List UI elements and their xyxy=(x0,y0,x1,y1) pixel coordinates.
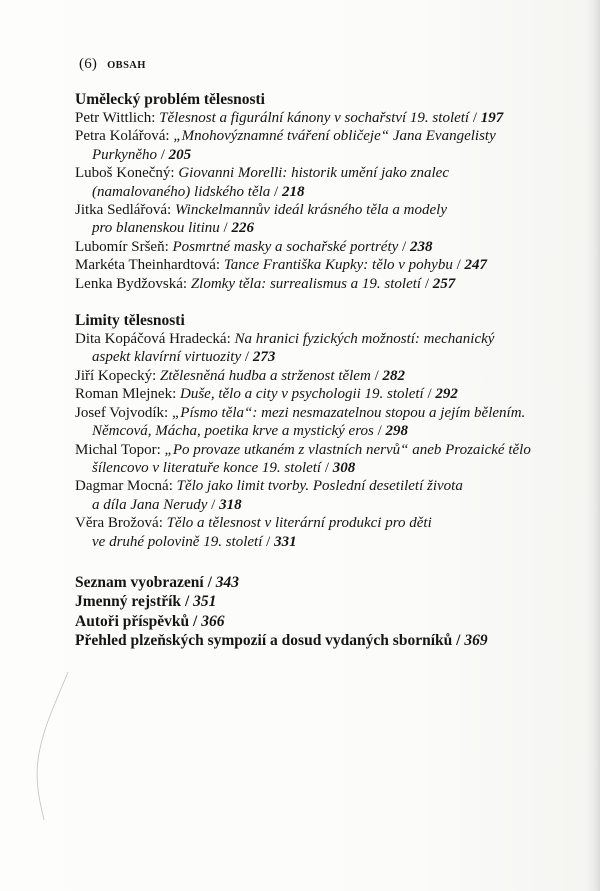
separator: / xyxy=(374,367,379,384)
entry-page: 369 xyxy=(464,632,488,650)
entry-page: 273 xyxy=(252,349,276,366)
entry-page: 205 xyxy=(168,146,192,163)
entry-page: 257 xyxy=(432,275,456,292)
separator: / xyxy=(424,275,430,292)
entry-author: Jitka Sedlářová: xyxy=(75,202,172,219)
entry-page: 331 xyxy=(274,533,297,550)
toc-entry xyxy=(75,441,545,478)
separator: / xyxy=(427,386,432,403)
separator: / xyxy=(274,183,279,200)
entry-page: 226 xyxy=(231,220,254,237)
entry-author: Dita Kopáčová Hradecká: xyxy=(75,331,231,348)
pencil-mark xyxy=(20,668,80,828)
entry-author: Petra Kolářová: xyxy=(75,128,170,145)
separator: / xyxy=(402,238,407,255)
page-edge-shadow xyxy=(586,0,600,891)
back-matter-entry xyxy=(75,612,545,632)
entry-author: Dagmar Mocná: xyxy=(75,478,173,495)
entry-page: 292 xyxy=(435,386,458,403)
toc-entry xyxy=(75,385,545,403)
section-heading: Umělecký problém tělesnosti xyxy=(75,91,265,108)
entry-title: Ztělesněná hudba a strženost tělem xyxy=(159,367,371,384)
entry-author: Lubomír Sršeň: xyxy=(75,238,169,255)
separator: / xyxy=(244,349,250,366)
entry-page: 308 xyxy=(332,459,356,476)
entry-page: 197 xyxy=(480,110,504,126)
entry-author: Lenka Bydžovská: xyxy=(75,275,188,292)
spacer xyxy=(75,293,545,311)
entry-page: 282 xyxy=(382,367,405,384)
entry-title: Zlomky těla: surrealismus a 19. století xyxy=(190,275,422,292)
separator: / xyxy=(472,110,478,126)
section-heading: Limity tělesnosti xyxy=(75,312,185,330)
back-matter-label: Jmenný rejstřík xyxy=(75,593,182,611)
separator: / xyxy=(266,533,271,550)
entry-page: 366 xyxy=(201,612,225,630)
entry-author: Markéta Theinhardtová: xyxy=(75,257,221,274)
toc-entry xyxy=(75,109,545,127)
toc-entry xyxy=(75,275,545,293)
toc-entry xyxy=(75,514,545,551)
entry-title: Tělesnost a figurální kánony v sochařství 19. století xyxy=(159,110,470,126)
entry-title: Winckelmannův ideál krásného těla a modely xyxy=(174,202,447,219)
toc-entry xyxy=(75,477,545,514)
section-running-title: OBSAH xyxy=(107,60,146,71)
separator: / xyxy=(184,593,190,611)
entry-title: Tělo a tělesnost v literární produkci pro děti xyxy=(166,515,432,532)
separator: / xyxy=(456,632,461,650)
toc-entry xyxy=(75,256,545,274)
entry-title-continued: a díla Jana Nerudy xyxy=(92,496,208,513)
back-matter-entry xyxy=(75,573,545,593)
separator: / xyxy=(223,220,228,237)
entry-author: Luboš Konečný: xyxy=(75,165,175,182)
entry-title: Giovanni Morelli: historik umění jako znalec xyxy=(178,165,449,182)
entry-author: Michal Topor: xyxy=(75,441,161,458)
running-head xyxy=(79,56,146,73)
entry-title: Tělo jako limit tvorby. Poslední desetiletí života xyxy=(176,478,463,495)
back-matter-label: Seznam vyobrazení xyxy=(75,573,204,591)
back-matter-entry xyxy=(75,592,545,612)
toc-entry xyxy=(75,238,545,256)
entry-author: Josef Vojvodík: xyxy=(75,404,169,421)
entry-title: Na hranici fyzických možností: mechanický xyxy=(234,331,495,348)
toc-entry xyxy=(75,367,545,385)
separator: / xyxy=(193,612,198,630)
separator: / xyxy=(211,496,216,513)
separator: / xyxy=(377,423,382,440)
back-matter-entry xyxy=(75,631,545,651)
entry-title-continued: aspekt klavírní virtuozity xyxy=(92,349,242,366)
entry-title-continued: ve druhé polovině 19. století xyxy=(92,533,263,550)
entry-title-continued: pro blanenskou litinu xyxy=(92,220,220,237)
toc-entry xyxy=(75,164,545,201)
separator: / xyxy=(324,459,330,476)
toc-entry xyxy=(75,127,545,164)
entry-title-continued: šílencovo v literatuře konce 19. století xyxy=(92,459,322,476)
entry-page: 351 xyxy=(193,593,217,611)
entry-title-continued: Purkyněho xyxy=(92,146,157,163)
toc-entry xyxy=(75,330,545,367)
entry-author: Věra Brožová: xyxy=(75,515,163,532)
toc-entry xyxy=(75,201,545,238)
entry-title-continued: (namalovaného) lidského těla xyxy=(92,183,271,200)
back-matter-label: Autoři příspěvků xyxy=(75,612,190,630)
separator: / xyxy=(160,146,165,163)
entry-author: Roman Mlejnek: xyxy=(75,386,177,403)
entry-title: „Písmo těla“: mezi nesmazatelnou stopou a jejím bělením. xyxy=(171,404,526,421)
spacer xyxy=(75,551,545,573)
toc-entry xyxy=(75,404,545,441)
entry-page: 238 xyxy=(409,238,433,255)
entry-author: Petr Wittlich: xyxy=(75,110,156,126)
entry-page: 247 xyxy=(464,257,487,274)
entry-page: 318 xyxy=(219,496,242,513)
entry-author: Jiří Kopecký: xyxy=(75,367,157,384)
entry-title: Duše, tělo a city v psychologii 19. století xyxy=(180,386,424,403)
entry-title: „Po provaze utkaném z vlastních nervů“ aneb Prozaické tělo xyxy=(164,441,531,458)
entry-title: „Mnohovýznamné tváření obličeje“ Jana Evangelisty xyxy=(173,128,496,145)
separator: / xyxy=(207,573,212,591)
page-number: (6) xyxy=(79,56,98,72)
entry-title-continued: Němcová, Mácha, poetika krve a mystický eros xyxy=(92,423,374,440)
entry-page: 298 xyxy=(385,423,409,440)
back-matter-label: Přehled plzeňských sympozií a dosud vydaných sborníků xyxy=(75,632,453,650)
table-of-contents xyxy=(75,90,545,651)
entry-page: 343 xyxy=(215,573,240,591)
entry-page: 218 xyxy=(281,183,305,200)
entry-title: Tance Františka Kupky: tělo v pohybu xyxy=(223,257,453,274)
separator: / xyxy=(456,257,461,274)
entry-title: Posmrtné masky a sochařské portréty xyxy=(172,238,399,255)
